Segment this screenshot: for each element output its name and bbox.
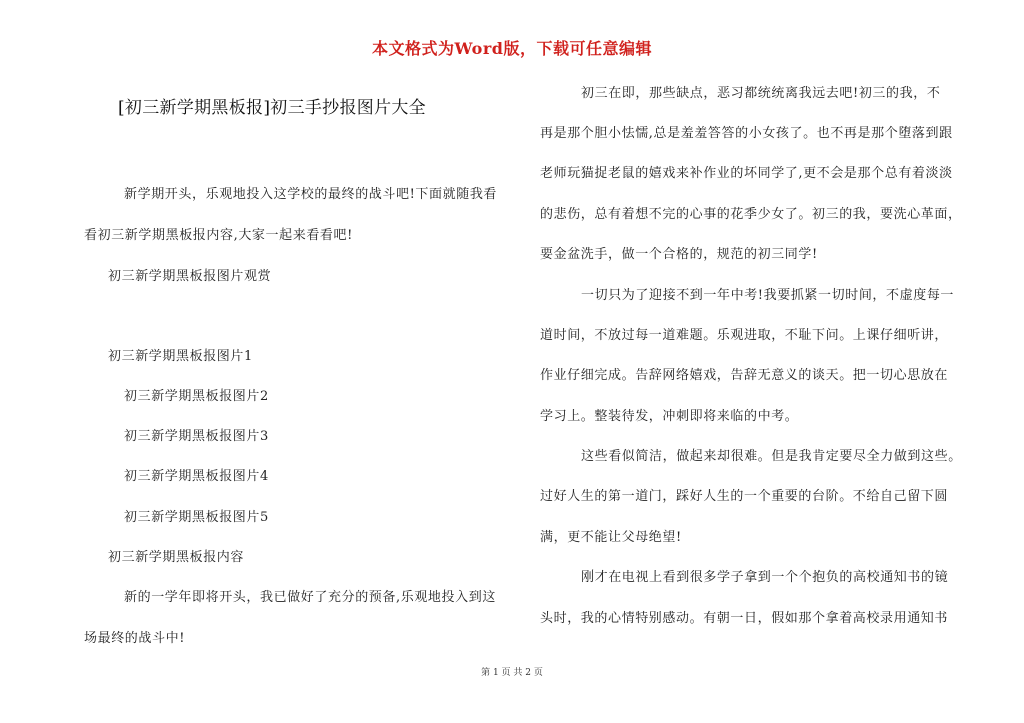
document-banner: 本文格式为Word版，下载可任意编辑	[372, 39, 652, 58]
right-text-line: 再是那个胆小怯懦,总是羞羞答答的小女孩了。也不再是那个堕落到跟	[540, 126, 953, 141]
picture-caption-5: 初三新学期黑板报图片5	[124, 510, 269, 525]
right-text-line: 一切只为了迎接不到一年中考!我要抓紧一切时间，不虚度每一	[581, 288, 955, 303]
right-text-line: 的悲伤，总有着想不完的心事的花季少女了。初三的我，要洗心革面，	[540, 207, 962, 222]
section-heading-content: 初三新学期黑板报内容	[108, 550, 245, 565]
right-text-line: 道时间，不放过每一道难题。乐观进取，不耻下问。上课仔细听讲，	[540, 328, 949, 343]
intro-line-2: 看初三新学期黑板报内容,大家一起来看看吧!	[84, 228, 353, 243]
right-text-line: 头时，我的心情特别感动。有朝一日，假如那个拿着高校录用通知书	[540, 611, 949, 626]
paragraph-line-2: 场最终的战斗中!	[84, 631, 186, 646]
picture-caption-2: 初三新学期黑板报图片2	[124, 389, 269, 404]
right-text-line: 刚才在电视上看到很多学子拿到一个个抱负的高校通知书的镜	[581, 570, 949, 585]
page-number: 第 1 页 共 2 页	[481, 668, 543, 678]
picture-caption-1: 初三新学期黑板报图片1	[108, 349, 253, 364]
right-text-line: 初三在即，那些缺点，恶习都统统离我远去吧!初三的我，不	[581, 86, 941, 101]
picture-caption-3: 初三新学期黑板报图片3	[124, 429, 269, 444]
paragraph-line-1: 新的一学年即将开头，我已做好了充分的预备,乐观地投入到这	[124, 590, 496, 605]
right-text-line: 过好人生的第一道门，踩好人生的一个重要的台阶。不给自己留下圆	[540, 489, 949, 504]
intro-line-1: 新学期开头，乐观地投入这学校的最终的战斗吧!下面就随我看	[124, 187, 498, 202]
right-text-line: 这些看似简洁，做起来却很难。但是我肯定要尽全力做到这些。	[581, 449, 962, 464]
right-text-line: 作业仔细完成。告辞网络嬉戏，告辞无意义的谈天。把一切心思放在	[540, 368, 949, 383]
right-text-line: 要金盆洗手，做一个合格的，规范的初三同学!	[540, 247, 818, 262]
document-title: [初三新学期黑板报]初三手抄报图片大全	[118, 98, 426, 118]
right-text-line: 满，更不能让父母绝望!	[540, 530, 682, 545]
section-heading-pictures: 初三新学期黑板报图片观赏	[108, 269, 272, 284]
picture-caption-4: 初三新学期黑板报图片4	[124, 469, 269, 484]
right-text-line: 老师玩猫捉老鼠的嬉戏来补作业的坏同学了,更不会是那个总有着淡淡	[540, 166, 953, 181]
right-text-line: 学习上。整装待发，冲刺即将来临的中考。	[540, 409, 799, 424]
